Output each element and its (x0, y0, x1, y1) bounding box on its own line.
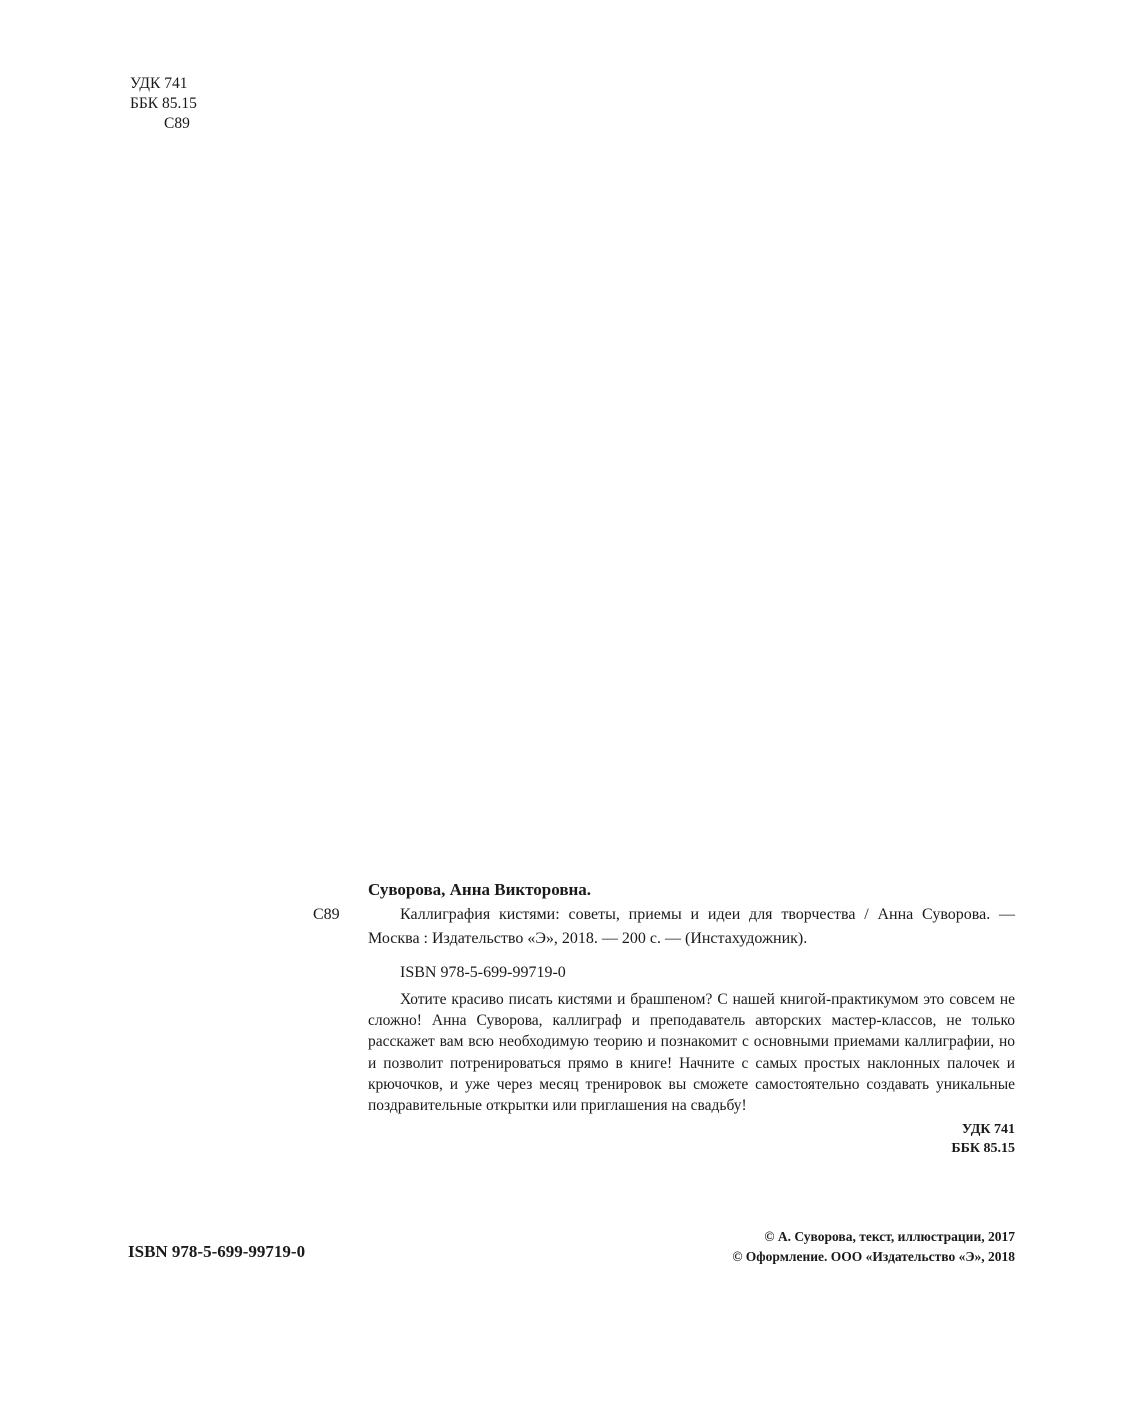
author-mark: С89 (164, 115, 190, 132)
record-author: Суворова, Анна Викторовна. (368, 880, 592, 899)
copyright-block (600, 1227, 1015, 1267)
copyright-text: © А. Суворова, текст, иллюстрации, 2017 (764, 1229, 1015, 1244)
bottom-classification-codes (870, 1120, 1015, 1158)
record-description: Каллиграфия кистями: советы, приемы и идеи для творчества / Анна Суворова. — Москва : Издательство «Э», 2018. — 200 с. — (Инстахудожник). (368, 906, 1015, 947)
isbn-main: ISBN 978-5-699-99719-0 (128, 1242, 306, 1261)
copyright-design: © Оформление. ООО «Издательство «Э», 2018 (732, 1249, 1015, 1264)
bibliographic-record (368, 903, 1015, 985)
udk-code: УДК 741 (130, 75, 188, 92)
annotation (368, 989, 1015, 1116)
record-author-mark: С89 (313, 906, 340, 923)
bottom-udk-code: УДК 741 (961, 1122, 1015, 1137)
bbk-code: ББК 85.15 (130, 95, 197, 112)
annotation-text: Хотите красиво писать кистями и брашпеном? С нашей книгой-практикумом это совсем не сложно! Анна Суворова, каллиграф и преподаватель авторских мастер-классов, не только расскажет вам всю необходимую теорию и познакомит с основными приемами каллиграфии, но и позволит потренироваться прямо в книге! Начните с самых простых наклонных палочек и крючочков, и уже через месяц тренировок вы сможете самостоятельно создавать уникальные поздравительные открытки или приглашения на свадьбу! (368, 991, 1015, 1115)
classification-codes (130, 74, 197, 134)
bottom-bbk-code: ББК 85.15 (951, 1141, 1015, 1156)
record-isbn: ISBN 978-5-699-99719-0 (400, 964, 566, 981)
